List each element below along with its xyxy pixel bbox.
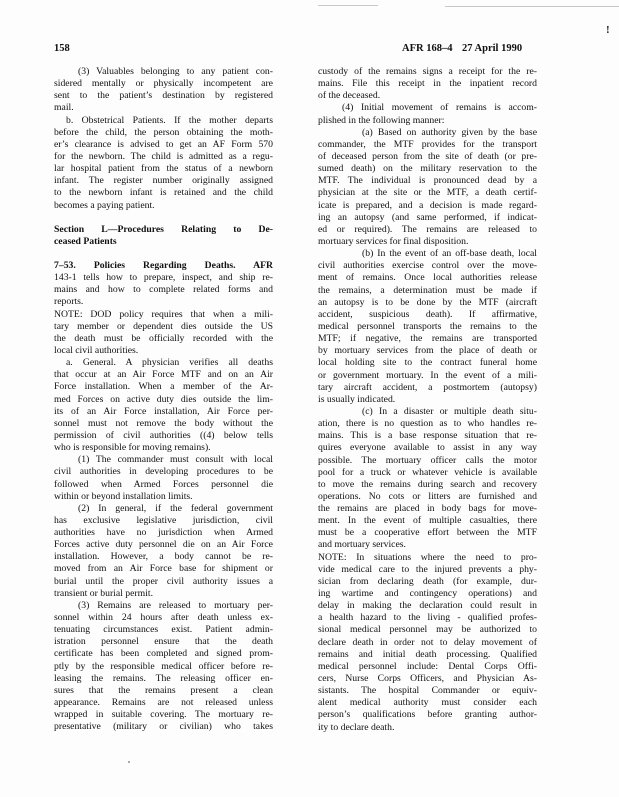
text-line: custody of the remains signs a receipt for the re- <box>318 66 537 77</box>
text-line: of deceased person from the site of death (or pre- <box>318 150 537 162</box>
text-line: sidered mentally or physically incompetent are <box>54 78 273 90</box>
text-line: mortuary services for final disposition. <box>318 235 469 247</box>
text-line: vide medical care to the injured prevents a phy- <box>318 563 537 575</box>
text-line: a health hazard to the living - qualified profes- <box>318 612 537 624</box>
text-line: installation. However, a body cannot be re- <box>54 551 273 563</box>
text-line: transient or burial permit. <box>54 587 153 599</box>
text-line: the remains are placed in body bags for move- <box>318 503 537 515</box>
text-line: tary member or dependent dies outside the US <box>54 320 273 332</box>
text-line: the death must be officially recorded with the <box>54 332 273 344</box>
text-line: a. General. A physician verifies all deaths <box>66 357 273 369</box>
text-line: er’s clearance is advised to get an AF Form 570 <box>54 138 273 150</box>
left-column <box>54 66 273 733</box>
text-line: pool for a truck or whatever vehicle is available <box>318 466 537 478</box>
text-line: 143-1 tells how to prepare, inspect, and ship re- <box>54 272 273 284</box>
text-line: operations. No cots or litters are furnished and <box>318 490 537 502</box>
text-line: has exclusive legislative jurisdiction, civil <box>54 514 273 526</box>
text-line: icate is prepared, and a decision is made regard- <box>318 199 537 211</box>
text-line: plished in the following manner: <box>318 114 445 126</box>
text-line: (b) In the event of an off-base death, local <box>362 248 537 260</box>
text-line: sures that the remains present a clean <box>54 684 273 696</box>
text-line: accident, suspicious death). If affirmative, <box>318 308 537 320</box>
page-header <box>54 43 538 57</box>
text-line: b. Obstetrical Patients. If the mother departs <box>66 114 273 126</box>
text-line: physician at the site or the MTF, a death certif- <box>318 187 537 199</box>
text-line: tenuating circumstances exist. Patient admin- <box>54 624 273 636</box>
spacer <box>54 212 273 224</box>
text-line: cers, Nurse Corps Officers, and Physician As- <box>318 673 537 685</box>
text-line: ment of remains. Once local authorities release <box>318 272 537 284</box>
page-number: 158 <box>54 43 70 54</box>
text-line: local holding site to the contract funeral home <box>318 357 537 369</box>
text-line: permission of civil authorities ((4) below tells <box>54 429 273 441</box>
text-line: (c) In a disaster or multiple death situ- <box>362 405 537 417</box>
text-line: mains and how to complete related forms and <box>54 284 273 296</box>
text-line: who is responsible for moving remains). <box>54 442 211 454</box>
text-line: ed or required). The remains are released to <box>318 223 537 235</box>
text-line: remains and initial death processing. Qualified <box>318 648 537 660</box>
text-line: Forces active duty personnel die on an Air Force <box>54 539 273 551</box>
text-line: commander, the MTF provides for the transport <box>318 138 537 150</box>
text-line: reports. <box>54 296 84 308</box>
section-heading: Section L—Procedures Relating to De- <box>54 223 273 235</box>
scan-speck <box>128 761 130 763</box>
text-line: mains. This is a base response situation that re- <box>318 430 537 442</box>
right-column <box>318 66 537 734</box>
text-line: sistants. The hospital Commander or equiv- <box>318 685 537 697</box>
text-line: tary aircraft accident, a postmortem (autopsy) <box>318 381 537 393</box>
text-line: its of an Air Force installation, Air Force per- <box>54 405 273 417</box>
text-line: by mortuary services from the place of death or <box>318 345 537 357</box>
scan-corner-mark: ! <box>606 24 610 36</box>
text-line: to move the remains during search and recovery <box>318 478 537 490</box>
text-line: before the child, the person obtaining the moth- <box>54 126 273 138</box>
text-line: mail. <box>54 102 74 114</box>
text-line: ment. In the event of multiple casualties, there <box>318 515 537 527</box>
text-line: (2) In general, if the federal government <box>78 502 273 514</box>
section-heading: ceased Patients <box>54 235 117 247</box>
text-line: person’s qualifications before granting author- <box>318 709 537 721</box>
text-line: (1) The commander must consult with local <box>78 454 273 466</box>
text-line: burial until the proper civil authority issues a <box>54 575 273 587</box>
text-line: leasing the remains. The releasing officer en- <box>54 672 273 684</box>
text-line: ing an autopsy (and same performed, if indicat- <box>318 211 537 223</box>
text-line: ing wartime and contingency operations) and <box>318 588 537 600</box>
text-line: sician from declaring death (for example, dur- <box>318 575 537 587</box>
text-line: MTF; if negative, the remains are transported <box>318 333 537 345</box>
text-line: med Forces on active duty dies outside the lim- <box>54 393 273 405</box>
text-line: wrapped in suitable covering. The mortuary re- <box>54 709 273 721</box>
text-line: for the newborn. The child is admitted as a regu- <box>54 150 273 162</box>
text-line: declare death in order not to delay movement of <box>318 636 537 648</box>
text-line: appearance. Remains are not released unless <box>54 697 273 709</box>
text-line: (4) Initial movement of remains is accom- <box>342 102 537 114</box>
text-line: presentative (military or civilian) who takes <box>54 721 273 733</box>
text-line: medical personnel transports the remains to the <box>318 320 537 332</box>
document-date: 27 April 1990 <box>462 43 523 54</box>
document-id: AFR 168–4 <box>402 43 453 54</box>
text-line: delay in making the declaration could result in <box>318 600 537 612</box>
note-line: NOTE: DOD policy requires that when a mili- <box>54 308 273 320</box>
text-line: authorities have no jurisdiction when Armed <box>54 527 273 539</box>
text-line: the remains, a determination must be made if <box>318 284 537 296</box>
text-line: possible. The mortuary officer calls the motor <box>318 454 537 466</box>
text-line: (a) Based on authority given by the base <box>362 126 537 138</box>
text-line: an autopsy is to be done by the MTF (aircraft <box>318 296 537 308</box>
text-line: lar hospital patient from the status of a newborn <box>54 163 273 175</box>
text-line: ity to declare death. <box>318 721 395 733</box>
text-line: moved from an Air Force base for shipment or <box>54 563 273 575</box>
text-line: becomes a paying patient. <box>54 199 155 211</box>
text-line: is usually indicated. <box>318 393 396 405</box>
text-line: quires everyone available to assist in any way <box>318 442 537 454</box>
text-line: sumed death) on the military reservation to the <box>318 163 537 175</box>
text-line: medical personnel include: Dental Corps Offi- <box>318 660 537 672</box>
text-line: ptly by the responsible medical officer before re- <box>54 660 273 672</box>
text-line: ation, there is no question as to who handles re- <box>318 418 537 430</box>
spacer <box>54 248 273 260</box>
note-line: NOTE: In situations where the need to pro- <box>318 551 537 563</box>
text-line: sional medical personnel may be authorized to <box>318 624 537 636</box>
text-line: of the deceased. <box>318 90 381 102</box>
text-line: alent medical authority must consider each <box>318 697 537 709</box>
text-line: certificate has been completed and signed prom- <box>54 648 273 660</box>
text-line: civil authorities in developing procedures to be <box>54 466 273 478</box>
text-line: istration personnel ensure that the death <box>54 636 273 648</box>
text-line: (3) Remains are released to mortuary per- <box>78 599 273 611</box>
text-line: and mortuary services. <box>318 539 406 551</box>
text-line: infant. The register number originally assigned <box>54 175 273 187</box>
text-line: or government mortuary. In the event of a mili- <box>318 369 537 381</box>
text-line: must be a cooperative effort between the MTF <box>318 527 537 539</box>
scan-artifact-line <box>318 5 378 6</box>
text-line: to the newborn infant is retained and the child <box>54 187 273 199</box>
text-line: sent to the patient’s destination by registered <box>54 90 273 102</box>
text-line: local civil authorities. <box>54 344 139 356</box>
text-line: that occur at an Air Force MTF and on an Air <box>54 369 273 381</box>
paragraph-heading: 7–53. Policies Regarding Deaths. AFR <box>54 259 273 271</box>
text-line: within or beyond installation limits. <box>54 490 193 502</box>
scan-artifact-line <box>445 6 619 7</box>
text-line: (3) Valuables belonging to any patient con- <box>78 66 273 77</box>
text-line: civil authorities exercise control over the move- <box>318 260 537 272</box>
text-line: mains. File this receipt in the inpatient record <box>318 78 537 90</box>
text-line: sonnel must not remove the body without the <box>54 417 273 429</box>
text-line: Force installation. When a member of the Ar- <box>54 381 273 393</box>
text-line: sonnel within 24 hours after death unless ex- <box>54 612 273 624</box>
text-line: MTF. The individual is pronounced dead by a <box>318 175 537 187</box>
text-line: followed when Armed Forces personnel die <box>54 478 273 490</box>
